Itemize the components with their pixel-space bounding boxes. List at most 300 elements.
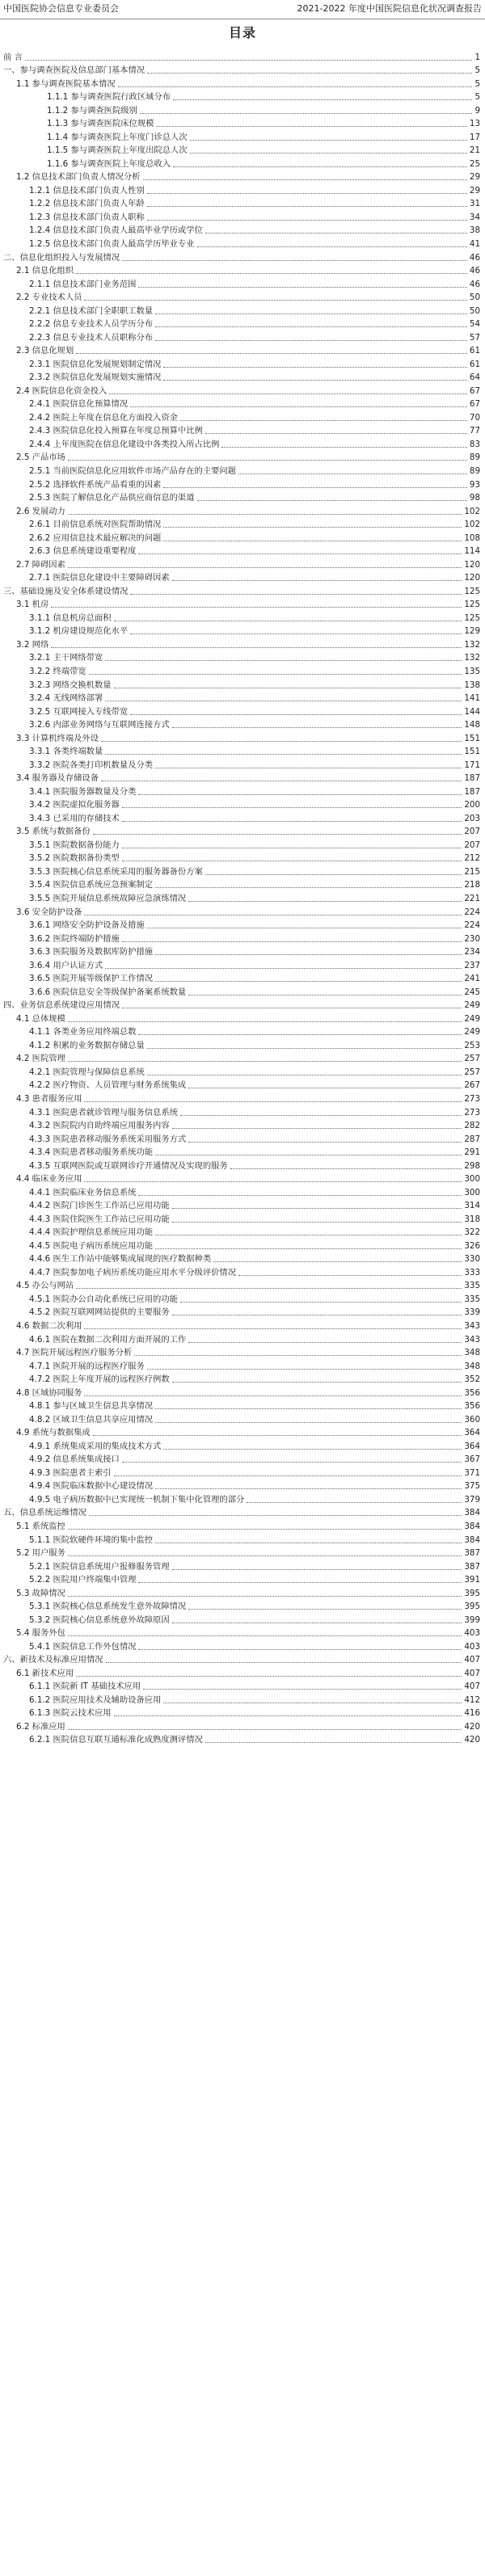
toc-entry-page: 387 [464,1561,480,1572]
toc-entry-page: 273 [464,1093,480,1104]
toc-entry[interactable] [0,397,485,410]
toc-entry-title: 2.3.1 医院信息化发展规划制定情况 [29,359,162,369]
toc-dot-leader [68,1529,462,1530]
toc-entry[interactable] [0,824,485,838]
page-header [0,0,485,19]
toc-entry[interactable] [0,1412,485,1425]
toc-dot-leader [205,433,467,434]
toc-entry-page: 31 [469,199,480,209]
toc-dot-leader [130,594,462,595]
toc-entry-page: 230 [464,933,480,944]
toc-entry[interactable] [0,290,485,304]
toc-entry-title: 2.5.1 当前医院信息化应用软件市场产品存在的主要问题 [29,466,237,476]
toc-entry[interactable] [0,1465,485,1479]
toc-entry-page: 46 [469,279,480,289]
toc-entry[interactable] [0,1479,485,1492]
toc-entry[interactable] [0,1105,485,1118]
toc-entry[interactable] [0,196,485,210]
toc-dot-leader [188,1142,462,1143]
toc-entry-page: 314 [464,1201,480,1211]
toc-entry[interactable] [0,1278,485,1292]
toc-entry-title: 3.2.3 网络交换机数量 [29,680,112,690]
toc-entry[interactable] [0,650,485,664]
toc-entry[interactable] [0,1692,485,1706]
toc-entry[interactable] [0,1131,485,1145]
toc-entry-page: 399 [464,1614,480,1625]
toc-entry-page: 200 [464,800,480,810]
toc-entry[interactable] [0,1572,485,1586]
toc-entry-page: 356 [464,1387,480,1398]
toc-entry-title: 2.5.2 选择软件系统产品看重的因素 [29,479,162,490]
toc-entry[interactable] [0,1385,485,1399]
toc-dot-leader [188,901,462,902]
toc-entry[interactable] [0,1318,485,1332]
toc-entry[interactable] [0,530,485,544]
toc-entry-page: 212 [464,853,480,864]
toc-entry-page: 249 [464,1013,480,1024]
toc-entry[interactable] [0,1225,485,1239]
toc-entry-title: 4.6.1 医院在数据二次利用方面开展的工作 [29,1334,187,1345]
toc-entry[interactable] [0,1291,485,1305]
toc-entry[interactable] [0,103,485,116]
toc-entry-title: 6.1.3 医院云技术应用 [29,1708,112,1719]
toc-entry-page: 300 [464,1174,480,1185]
toc-entry-page: 135 [464,666,480,676]
toc-entry-page: 138 [464,680,480,690]
toc-entry-page: 67 [469,399,480,410]
toc-entry-page: 132 [464,639,480,650]
toc-entry[interactable] [0,1719,485,1732]
toc-entry[interactable] [0,904,485,918]
toc-entry[interactable] [0,931,485,945]
toc-entry-title: 5.1.1 医院软硬件环境的集中监控 [29,1534,154,1545]
toc-dot-leader [172,580,462,581]
toc-entry[interactable] [0,356,485,370]
toc-entry[interactable] [0,1599,485,1613]
toc-entry[interactable] [0,1358,485,1372]
toc-dot-leader [122,821,462,822]
toc-dot-leader [122,941,462,942]
toc-entry[interactable] [0,544,485,558]
toc-entry[interactable] [0,1505,485,1519]
toc-dot-leader [89,674,462,675]
toc-entry[interactable] [0,958,485,971]
toc-entry[interactable] [0,810,485,824]
toc-entry[interactable] [0,463,485,477]
toc-entry[interactable] [0,1332,485,1345]
toc-entry-page: 384 [464,1521,480,1531]
toc-entry-title: 3.5.3 医院核心信息系统采用的服务器备份方案 [29,866,203,877]
toc-entry[interactable] [0,730,485,744]
toc-entry-page: 141 [464,693,480,704]
toc-entry-title: 2.3 信息化规划 [16,346,74,356]
toc-entry[interactable] [0,156,485,170]
toc-entry-page: 21 [469,145,480,156]
toc-entry[interactable] [0,597,485,611]
toc-entry[interactable] [0,1158,485,1172]
toc-entry-page: 384 [464,1508,480,1518]
toc-entry[interactable] [0,1732,485,1746]
toc-entry[interactable] [0,1051,485,1065]
toc-entry[interactable] [0,503,485,517]
toc-entry[interactable] [0,1372,485,1386]
toc-entry[interactable] [0,303,485,317]
toc-entry-title: 3.6.1 网络安全防护设备及措施 [29,920,145,931]
toc-entry-page: 379 [464,1494,480,1505]
toc-entry-page: 61 [469,346,480,356]
toc-entry-title: 4.8 区域协同服务 [16,1387,82,1398]
toc-dot-leader [155,954,462,955]
toc-entry-title: 四、业务信息系统建设应用情况 [3,1000,120,1011]
toc-entry-page: 395 [464,1602,480,1612]
toc-entry[interactable] [0,1185,485,1198]
toc-entry[interactable] [0,423,485,437]
toc-entry-page: 375 [464,1481,480,1492]
toc-entry[interactable] [0,209,485,223]
toc-dot-leader [155,326,467,327]
toc-dot-leader [68,1555,462,1556]
toc-entry-page: 148 [464,720,480,730]
toc-entry[interactable] [0,878,485,891]
toc-entry-page: 343 [464,1334,480,1345]
toc-entry-title: 6.1.2 医院应用技术及辅助设备应用 [29,1694,162,1705]
toc-entry[interactable] [0,250,485,263]
toc-entry[interactable] [0,1652,485,1666]
toc-entry-page: 245 [464,987,480,997]
toc-entry[interactable] [0,1679,485,1693]
toc-dot-leader [138,1582,462,1583]
toc-entry[interactable] [0,276,485,290]
toc-entry-title: 3.4.3 已采用的存储技术 [29,813,120,823]
toc-entry-title: 3.6 安全防护设备 [16,907,82,917]
toc-dot-leader [197,500,467,501]
toc-entry-page: 93 [469,479,480,490]
toc-dot-leader [105,968,462,969]
toc-dot-leader [122,260,467,261]
toc-entry-title: 3.6.2 医院终端防护措施 [29,933,120,944]
toc-entry[interactable] [0,637,485,650]
toc-entry-page: 407 [464,1668,480,1678]
toc-dot-leader [76,1288,462,1289]
toc-entry[interactable] [0,1492,485,1505]
toc-entry[interactable] [0,771,485,785]
toc-entry-title: 4.5.2 医院互联网网站提供的主要服务 [29,1307,170,1318]
toc-dot-leader [155,1248,462,1249]
toc-entry[interactable] [0,1626,485,1639]
toc-dot-leader [134,1355,462,1356]
toc-entry[interactable] [0,570,485,584]
toc-entry[interactable] [0,1399,485,1412]
toc-dot-leader [172,1222,462,1223]
toc-entry-title: 3.6.6 医院信息安全等级保护备案系统数量 [29,987,187,997]
toc-entry-title: 1.2.3 信息技术部门负责人职称 [29,212,145,222]
toc-entry[interactable] [0,1665,485,1679]
toc-entry-title: 4.2.1 医院管理与保障信息系统 [29,1067,145,1077]
toc-entry[interactable] [0,1172,485,1185]
toc-entry[interactable] [0,718,485,731]
toc-entry-title: 2.4.3 医院信息化投入预算在年度总预算中比例 [29,426,203,436]
toc-entry-page: 144 [464,706,480,717]
toc-entry[interactable] [0,116,485,130]
toc-dot-leader [155,1408,462,1409]
toc-entry[interactable] [0,1438,485,1452]
toc-entry[interactable] [0,1078,485,1092]
toc-entry-page: 34 [469,212,480,222]
toc-entry-title: 2.2.2 信息专业技术人员学历分布 [29,319,154,330]
toc-entry[interactable] [0,851,485,865]
header-right-report-title: 2021-2022 年度中国医院信息化状况调查报告 [297,3,482,14]
toc-entry-title: 4.4.6 医生工作站中能够集成展现的医疗数据种类 [29,1254,212,1265]
toc-entry[interactable] [0,918,485,932]
toc-entry-title: 4.9.3 医院患者主索引 [29,1467,112,1478]
toc-entry[interactable] [0,704,485,718]
toc-entry[interactable] [0,864,485,878]
toc-dot-leader [155,1422,462,1423]
toc-entry-title: 4.3.1 医院患者就诊管理与服务信息系统 [29,1107,178,1118]
toc-entry[interactable] [0,343,485,357]
toc-entry-title: 2.4.1 医院信息化预算情况 [29,399,129,410]
toc-entry[interactable] [0,370,485,384]
toc-entry[interactable] [0,1559,485,1572]
toc-dot-leader [93,1435,462,1436]
toc-entry[interactable] [0,1265,485,1278]
toc-entry-title: 3.3.1 各类终端数量 [29,747,103,757]
toc-entry[interactable] [0,263,485,277]
toc-entry-page: 215 [464,866,480,877]
toc-dot-leader [68,1021,462,1022]
toc-entry[interactable] [0,998,485,1012]
toc-dot-leader [205,1742,462,1743]
toc-dot-leader [197,246,467,247]
toc-entry-page: 83 [469,439,480,449]
toc-entry[interactable] [0,1612,485,1626]
toc-entry[interactable] [0,477,485,490]
toc-entry-title: 1.1.6 参与调查医院上年度总收入 [47,158,171,169]
toc-entry[interactable] [0,890,485,904]
toc-entry-title: 6.1 新技术应用 [16,1668,74,1678]
toc-entry[interactable] [0,1118,485,1132]
toc-entry-page: 102 [464,520,480,530]
toc-entry-page: 420 [464,1721,480,1732]
toc-entry[interactable] [0,170,485,183]
toc-entry-title: 4.9.2 信息系统集成接口 [29,1454,120,1465]
toc-entry[interactable] [0,1425,485,1439]
toc-entry[interactable] [0,63,485,77]
toc-entry-title: 五、信息系统运维情况 [3,1508,86,1518]
toc-entry[interactable] [0,984,485,998]
toc-dot-leader [68,1635,462,1636]
toc-entry-title: 3.1.2 机房建设规范化水平 [29,626,129,637]
toc-entry-page: 120 [464,559,480,570]
toc-dot-leader [156,126,466,127]
toc-entry[interactable] [0,1025,485,1038]
toc-entry-title: 2.6 发展动力 [16,506,65,516]
toc-entry[interactable] [0,971,485,985]
toc-entry-title: 5.3.2 医院核心信息系统意外故障原因 [29,1614,170,1625]
toc-entry-title: 2.5.3 医院了解信息化产品供应商信息的渠道 [29,493,195,503]
toc-dot-leader [172,727,462,728]
toc-entry[interactable] [0,1238,485,1252]
toc-entry-page: 339 [464,1307,480,1318]
toc-entry[interactable] [0,1585,485,1599]
toc-entry-page: 218 [464,880,480,890]
toc-entry[interactable] [0,1305,485,1319]
toc-entry-page: 234 [464,947,480,958]
toc-entry-title: 1.2.2 信息技术部门负责人年龄 [29,199,145,209]
toc-entry-page: 241 [464,974,480,984]
toc-dot-leader [205,233,467,234]
toc-entry[interactable] [0,557,485,570]
toc-entry[interactable] [0,129,485,143]
toc-entry[interactable] [0,1064,485,1078]
toc-dot-leader [163,487,467,488]
toc-entry[interactable] [0,784,485,798]
toc-entry-page: 129 [464,626,480,637]
toc-entry[interactable] [0,143,485,157]
toc-entry[interactable] [0,1345,485,1359]
toc-entry[interactable] [0,517,485,531]
toc-entry[interactable] [0,610,485,624]
toc-entry-title: 6.2.1 医院信息互联互通标准化成熟度测评情况 [29,1735,203,1745]
toc-entry[interactable] [0,1518,485,1532]
toc-entry[interactable] [0,677,485,691]
toc-dot-leader [76,1676,462,1677]
toc-dot-leader [68,514,462,515]
toc-entry-title: 5.4 服务外包 [16,1628,65,1639]
toc-title: 目录 [228,25,256,40]
toc-entry-page: 237 [464,960,480,970]
toc-entry-page: 287 [464,1134,480,1144]
toc-entry-page: 371 [464,1467,480,1478]
toc-dot-leader [190,153,467,154]
toc-entry[interactable] [0,1211,485,1225]
table-of-contents [0,49,485,1745]
toc-entry-title: 4.9.4 医院临床数据中心建设情况 [29,1481,154,1492]
toc-entry-title: 4.7.1 医院开展的远程医疗服务 [29,1361,145,1371]
toc-entry[interactable] [0,490,485,504]
toc-entry-page: 326 [464,1240,480,1251]
toc-dot-leader [51,647,462,648]
toc-entry-page: 54 [469,319,480,330]
toc-entry[interactable] [0,383,485,397]
toc-entry-page: 391 [464,1575,480,1585]
toc-entry-page: 282 [464,1121,480,1131]
toc-entry-title: 1.1 参与调查医院基本情况 [16,78,116,89]
toc-entry-title: 2.7 障碍因素 [16,559,65,570]
toc-entry[interactable] [0,1639,485,1652]
toc-dot-leader [180,1302,462,1303]
toc-entry-page: 50 [469,305,480,316]
toc-entry-title: 2.7.1 医院信息化建设中主要障碍因素 [29,573,170,583]
toc-entry-title: 1.1.1 参与调查医院行政区域分布 [47,92,171,103]
toc-entry[interactable] [0,1145,485,1159]
toc-entry-page: 171 [464,760,480,770]
toc-entry[interactable] [0,1252,485,1265]
toc-entry-page: 67 [469,385,480,396]
toc-entry[interactable] [0,223,485,237]
toc-entry-page: 330 [464,1254,480,1265]
toc-dot-leader [155,981,462,982]
toc-dot-leader [25,60,473,61]
toc-entry-title: 4.3.2 医院院内自助终端应用服务内容 [29,1121,170,1131]
toc-entry[interactable] [0,76,485,90]
toc-dot-leader [122,807,462,808]
toc-entry[interactable] [0,1011,485,1025]
toc-entry-page: 403 [464,1641,480,1652]
toc-dot-leader [163,367,467,368]
toc-entry-page: 384 [464,1534,480,1545]
toc-entry[interactable] [0,1532,485,1546]
toc-entry[interactable] [0,945,485,958]
toc-entry[interactable] [0,798,485,811]
toc-entry-title: 3.2.1 主干网络带宽 [29,653,103,663]
toc-entry-title: 2.6.2 应用信息技术最应解决的问题 [29,532,162,543]
toc-entry[interactable] [0,837,485,851]
toc-entry-title: 4.6 数据二次利用 [16,1321,82,1331]
toc-dot-leader [155,1488,462,1489]
toc-entry[interactable] [0,450,485,464]
toc-dot-leader [205,874,462,875]
toc-entry[interactable] [0,757,485,771]
toc-entry-page: 395 [464,1588,480,1598]
toc-dot-leader [138,287,466,288]
toc-entry-page: 367 [464,1454,480,1465]
toc-entry[interactable] [0,330,485,343]
toc-entry[interactable] [0,1038,485,1051]
toc-entry-page: 333 [464,1267,480,1277]
toc-entry-title: 5.1 系统监控 [16,1521,65,1531]
toc-entry[interactable] [0,1452,485,1466]
toc-entry[interactable] [0,624,485,638]
toc-entry-page: 5 [474,78,480,89]
toc-dot-leader [213,1261,462,1262]
toc-dot-leader [155,340,467,341]
toc-entry-title: 2.2.1 信息技术部门全职职工数量 [29,305,154,316]
toc-dot-leader [130,633,462,634]
toc-entry-title: 2.1 信息化组织 [16,266,74,276]
toc-entry-title: 3.5 系统与数据备份 [16,827,91,837]
toc-dot-leader [68,1596,462,1597]
toc-entry-title: 2.3.2 医院信息化发展规划实施情况 [29,373,162,383]
toc-entry[interactable] [0,583,485,597]
toc-dot-leader [138,1034,462,1035]
toc-entry-title: 2.4 医院信息化资金投入 [16,385,108,396]
toc-entry[interactable] [0,49,485,63]
toc-dot-leader [84,300,466,301]
toc-entry-page: 343 [464,1321,480,1331]
toc-entry-title: 4.4.5 医院电子病历系统应用功能 [29,1240,154,1251]
toc-dot-leader [140,113,473,114]
toc-entry[interactable] [0,90,485,103]
toc-entry-page: 298 [464,1160,480,1171]
toc-entry[interactable] [0,663,485,677]
toc-entry[interactable] [0,691,485,705]
toc-entry[interactable] [0,410,485,423]
toc-entry[interactable] [0,436,485,450]
toc-entry-page: 318 [464,1214,480,1224]
toc-entry[interactable] [0,317,485,330]
toc-entry[interactable] [0,1546,485,1559]
toc-entry[interactable] [0,183,485,196]
toc-dot-leader [188,1609,462,1610]
toc-entry[interactable] [0,744,485,758]
toc-entry-title: 4.1 总体规模 [16,1013,65,1024]
toc-dot-leader [118,86,473,87]
toc-entry[interactable] [0,1091,485,1105]
toc-entry[interactable] [0,236,485,250]
toc-entry[interactable] [0,1198,485,1212]
toc-entry[interactable] [0,1706,485,1719]
